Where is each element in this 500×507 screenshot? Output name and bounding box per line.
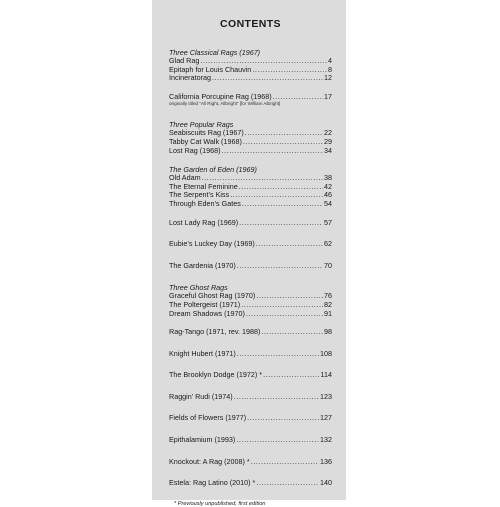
toc-entry-page: 82 xyxy=(324,299,332,309)
toc-entry-page: 108 xyxy=(320,348,332,358)
toc-entry-title: Dream Shadows (1970) xyxy=(169,308,245,318)
toc-entry-title: Graceful Ghost Rag (1970) xyxy=(169,291,256,301)
toc-group-title: Three Ghost Rags xyxy=(169,283,228,293)
toc-entry-title: Lost Lady Rag (1969) xyxy=(169,217,239,227)
dot-leader xyxy=(273,93,323,102)
toc-entry-page: 123 xyxy=(320,391,332,401)
toc-entry xyxy=(169,458,332,467)
toc-group xyxy=(169,93,332,108)
toc-entry-title: Epitaph for Louis Chauvin xyxy=(169,64,252,74)
footnote: * Previously unpublished, first edition xyxy=(174,500,266,507)
toc-group-title: The Garden of Eden (1969) xyxy=(169,165,257,175)
toc-entry-page: 132 xyxy=(320,435,332,445)
toc-entry xyxy=(169,240,332,249)
toc-group-title: Three Popular Rags xyxy=(169,120,234,130)
toc-entry-page: 17 xyxy=(324,91,332,101)
toc-entry xyxy=(169,200,332,209)
toc-entry-page: 57 xyxy=(324,217,332,227)
toc-entry xyxy=(169,310,332,319)
toc-entry-page: 29 xyxy=(324,136,332,146)
toc-group xyxy=(169,371,332,380)
toc-entry-title: Incineratorag xyxy=(169,73,211,83)
toc-entry-title: California Porcupine Rag (1968) xyxy=(169,91,272,101)
toc-entry-page: 127 xyxy=(320,413,332,423)
toc-entry-title: Seabiscuits Rag (1967) xyxy=(169,128,244,138)
toc-entry xyxy=(169,414,332,423)
toc-group xyxy=(169,458,332,467)
dot-leader xyxy=(230,191,323,200)
dot-leader xyxy=(246,310,323,319)
toc-group xyxy=(169,262,332,271)
toc-entry-page: 46 xyxy=(324,190,332,200)
toc-entry xyxy=(169,93,332,102)
toc-entry-title: Fields of Flowers (1977) xyxy=(169,413,247,423)
toc-group xyxy=(169,240,332,249)
toc-group xyxy=(169,120,332,155)
toc-entry xyxy=(169,147,332,156)
toc-entry-title: Rag-Tango (1971, rev. 1988) xyxy=(169,327,261,337)
toc-entry-title: The Poltergeist (1971) xyxy=(169,299,241,309)
toc-group xyxy=(169,350,332,359)
dot-leader xyxy=(237,350,319,359)
toc-entry-page: 91 xyxy=(324,308,332,318)
toc-group xyxy=(169,414,332,423)
toc-entry-title: Lost Rag (1968) xyxy=(169,145,221,155)
toc-entry-page: 140 xyxy=(320,478,332,488)
dot-leader xyxy=(263,371,319,380)
dot-leader xyxy=(256,240,323,249)
toc-entry xyxy=(169,219,332,228)
toc-group xyxy=(169,479,332,488)
toc-entry-page: 62 xyxy=(324,239,332,249)
toc-entry xyxy=(169,328,332,337)
toc-entry-title: The Eternal Feminine xyxy=(169,181,238,191)
toc-entry xyxy=(169,436,332,445)
contents-panel xyxy=(152,0,346,507)
toc-entry-title: Knockout: A Rag (2008) * xyxy=(169,456,250,466)
toc-entry-page: 38 xyxy=(324,173,332,183)
dot-leader xyxy=(242,200,323,209)
toc-entry-page: 98 xyxy=(324,327,332,337)
dot-leader xyxy=(236,436,319,445)
toc-group xyxy=(169,165,332,208)
toc-entry-page: 12 xyxy=(324,73,332,83)
toc-note: originally titled “All Right, Allbright” [for William Albright] xyxy=(169,101,281,107)
toc-entry-title: The Serpent’s Kiss xyxy=(169,190,230,200)
toc-entry-title: Epithalamium (1993) xyxy=(169,435,236,445)
toc-entry-title: Tabby Cat Walk (1968) xyxy=(169,136,242,146)
toc-entry-title: Through Eden’s Gates xyxy=(169,198,241,208)
dot-leader xyxy=(234,393,319,402)
toc-entry-title: Glad Rag xyxy=(169,56,200,65)
toc-entry-page: 22 xyxy=(324,128,332,138)
dot-leader xyxy=(261,328,323,337)
dot-leader xyxy=(243,138,323,147)
toc-entry-title: The Brooklyn Dodge (1972) * xyxy=(169,370,263,380)
toc-entry xyxy=(169,74,332,83)
toc-group xyxy=(169,393,332,402)
toc-group xyxy=(169,436,332,445)
dot-leader xyxy=(212,74,323,83)
dot-leader xyxy=(247,414,319,423)
toc-entry-page: 34 xyxy=(324,145,332,155)
toc-entry-page: 42 xyxy=(324,181,332,191)
toc-entry-page: 8 xyxy=(328,64,332,74)
toc-group xyxy=(169,219,332,228)
toc-entry-title: Knight Hubert (1971) xyxy=(169,348,236,358)
dot-leader xyxy=(239,183,323,192)
dot-leader xyxy=(252,66,327,75)
toc-entry-title: Eubie’s Luckey Day (1969) xyxy=(169,239,255,249)
dot-leader xyxy=(256,479,319,488)
dot-leader xyxy=(237,262,323,271)
dot-leader xyxy=(241,301,323,310)
toc-entry-page: 54 xyxy=(324,198,332,208)
dot-leader xyxy=(256,292,323,301)
toc-entry xyxy=(169,371,332,380)
toc-entry-page: 70 xyxy=(324,260,332,270)
toc-entry-title: The Gardenia (1970) xyxy=(169,260,236,270)
contents-heading: CONTENTS xyxy=(220,18,281,30)
toc-group xyxy=(169,283,332,318)
contents-list xyxy=(169,48,332,488)
toc-group-title: Three Classical Rags (1967) xyxy=(169,48,261,57)
toc-entry-title: Estela: Rag Latino (2010) * xyxy=(169,478,256,488)
toc-entry xyxy=(169,479,332,488)
toc-entry xyxy=(169,262,332,271)
toc-entry-title: Raggin’ Rudi (1974) xyxy=(169,391,233,401)
dot-leader xyxy=(245,129,323,138)
toc-entry xyxy=(169,393,332,402)
dot-leader xyxy=(251,458,319,467)
toc-group xyxy=(169,328,332,337)
toc-group xyxy=(169,48,332,83)
toc-entry xyxy=(169,350,332,359)
dot-leader xyxy=(239,219,323,228)
dot-leader xyxy=(222,147,323,156)
toc-entry-page: 136 xyxy=(320,456,332,466)
toc-entry-page: 76 xyxy=(324,291,332,301)
toc-entry-page: 4 xyxy=(328,56,332,65)
toc-entry-page: 114 xyxy=(320,370,332,380)
toc-entry-title: Old Adam xyxy=(169,173,201,183)
